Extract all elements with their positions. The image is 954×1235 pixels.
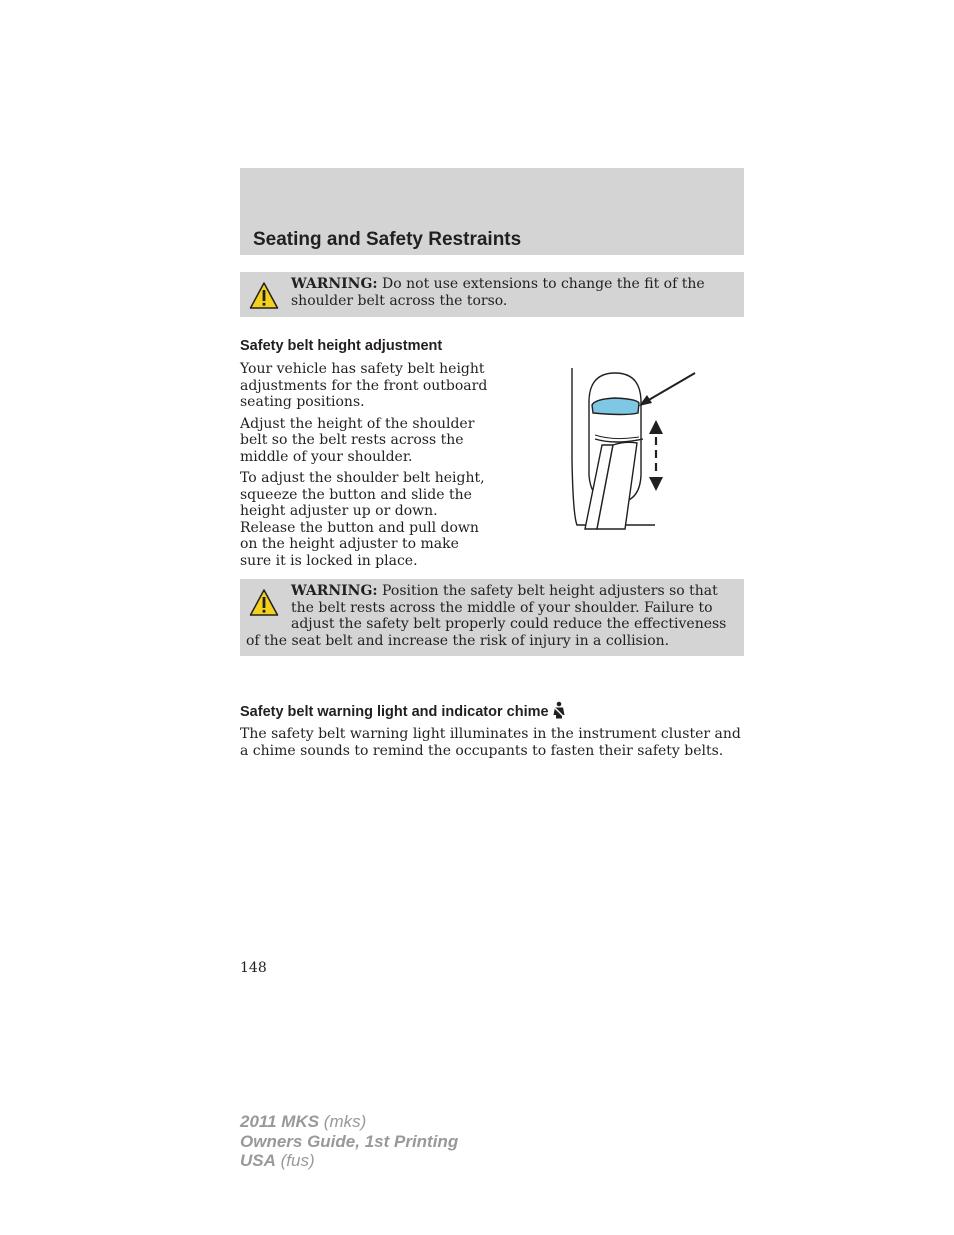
footer-publication-info <box>240 1112 458 1171</box>
warning-triangle-icon <box>249 281 279 311</box>
heading-text: Safety belt warning light and indicator chime <box>240 704 549 720</box>
page-number: 148 <box>240 960 267 976</box>
footer-market-code: (fus) <box>280 1151 315 1170</box>
footer-line-2 <box>240 1132 458 1152</box>
warning-triangle-icon <box>249 588 279 618</box>
paragraph: To adjust the shoulder belt height, squeeze the button and slide the height adjuster up or down. Release the button and pull down on the height adjuster to make sure it is locked in place. <box>240 470 485 569</box>
heading-height-adjustment: Safety belt height adjustment <box>240 338 443 354</box>
footer-model: 2011 MKS <box>240 1112 320 1131</box>
warning-label: WARNING: <box>291 583 378 599</box>
warning-box-extensions <box>240 272 744 317</box>
warning-light-text: The safety belt warning light illuminates in the instrument cluster and a chime sounds to remind the occupants to fasten their safety belts. <box>240 726 741 759</box>
seatbelt-person-icon <box>552 701 566 719</box>
footer-line-1 <box>240 1112 458 1132</box>
footer-line-3 <box>240 1151 458 1171</box>
warning-text: Do not use extensions to change the fit of the shoulder belt across the torso. <box>291 276 705 309</box>
warning-box-height-adjusters <box>240 579 744 656</box>
section-title: Seating and Safety Restraints <box>253 229 522 250</box>
paragraph: Your vehicle has safety belt height adjustments for the front outboard seating positions. <box>240 361 488 410</box>
heading-warning-light <box>240 701 566 720</box>
warning-label: WARNING: <box>291 276 378 292</box>
warning-text: Position the safety belt height adjusters so that the belt rests across the middle of your shoulder. Failure to adjust the safety belt properly could reduce the effectiveness of the seat belt and increase the risk of injury in a collision. <box>246 583 727 649</box>
belt-height-adjuster-illustration <box>565 365 700 530</box>
footer-model-code: (mks) <box>323 1112 367 1131</box>
footer-market: USA <box>240 1151 276 1170</box>
height-adjustment-body <box>240 361 492 574</box>
paragraph: Adjust the height of the shoulder belt so the belt rests across the middle of your shoulder. <box>240 415 475 465</box>
footer-printing: Owners Guide, 1st Printing <box>240 1131 459 1151</box>
